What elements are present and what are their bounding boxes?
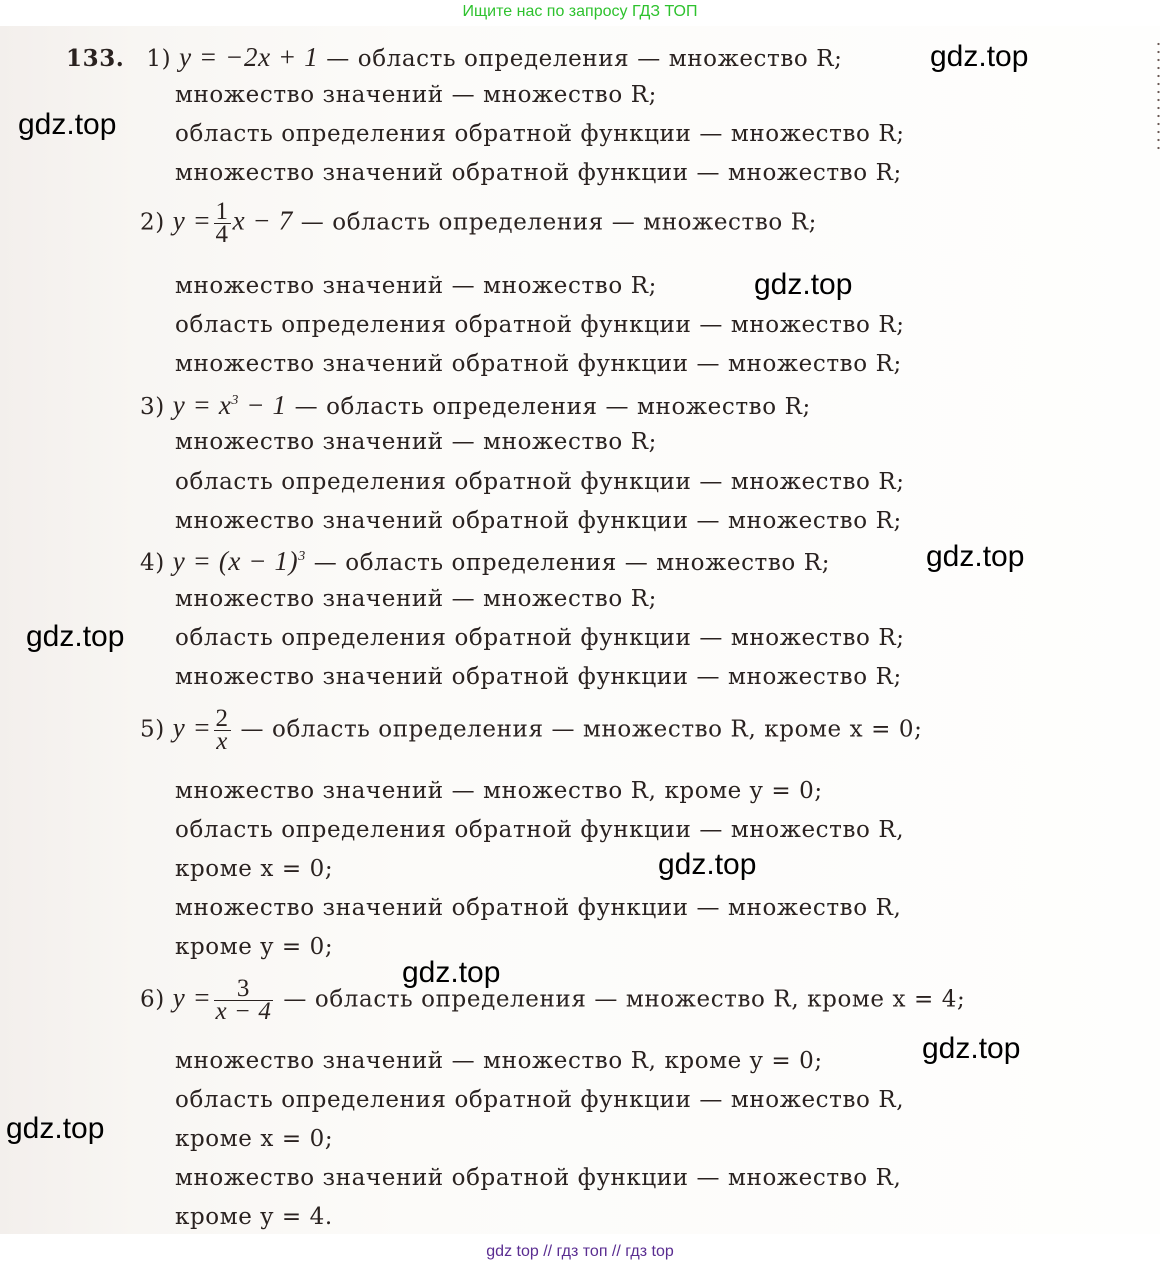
watermark: gdz.top — [922, 1032, 1021, 1065]
fraction: $\frac{2}{x}$ — [215, 705, 229, 755]
text-line: множество значений обратной функции — множество R; — [175, 160, 902, 186]
text-line: множество значений — множество R, кроме y = 0; — [175, 778, 823, 804]
text-line: множество значений обратной функции — множество R; — [175, 508, 902, 534]
text-line: — область определения — множество R, кроме x = 0; — [240, 716, 923, 743]
watermark: gdz.top — [26, 620, 125, 653]
watermark: gdz.top — [402, 956, 501, 989]
formula-lhs: y = — [172, 982, 212, 1013]
watermark: gdz.top — [658, 848, 757, 881]
text-line: кроме y = 0; — [175, 934, 334, 960]
text-line: область определения обратной функции — множество R; — [175, 312, 905, 338]
text-line: множество значений обратной функции — множество R, — [175, 1165, 902, 1191]
text-line: область определения обратной функции — множество R; — [175, 625, 905, 651]
text-line: кроме x = 0; — [175, 856, 334, 882]
text-line: множество значений обратной функции — множество R; — [175, 351, 902, 377]
text-line: кроме x = 0; — [175, 1126, 334, 1152]
text-line: множество значений — множество R, кроме y = 0; — [175, 1048, 823, 1074]
formula: y = −2x + 1 — [179, 42, 319, 72]
text-line: множество значений обратной функции — множество R, — [175, 895, 902, 921]
text-line: область определения обратной функции — множество R; — [175, 121, 905, 147]
watermark: gdz.top — [754, 268, 853, 301]
bottom-banner: gdz top // гдз топ // гдз top — [486, 1243, 674, 1260]
watermark: gdz.top — [18, 108, 117, 141]
top-banner: Ищите нас по запросу ГДЗ ТОП — [462, 3, 698, 20]
text-line: — область определения — множество R; — [313, 550, 831, 576]
formula-rhs: x − 7 — [232, 205, 293, 236]
text-line: — область определения — множество R; — [326, 46, 843, 72]
text-line: множество значений — множество R; — [175, 82, 657, 108]
item-6-header — [140, 975, 966, 1025]
text-line: область определения обратной функции — множество R; — [175, 469, 905, 495]
item-label: 1) — [146, 46, 172, 72]
watermark: gdz.top — [926, 540, 1025, 573]
text-line: — область определения — множество R, кроме x = 4; — [283, 986, 966, 1013]
text-line: область определения обратной функции — множество R, — [175, 1087, 905, 1113]
item-1-header — [66, 42, 843, 73]
item-label: 3) — [140, 394, 165, 420]
formula-lhs: y = — [172, 712, 212, 743]
item-label: 2) — [140, 209, 165, 236]
text-line: множество значений обратной функции — множество R; — [175, 664, 902, 690]
text-line: — область определения — множество R; — [294, 394, 811, 420]
watermark: gdz.top — [6, 1112, 105, 1145]
text-line: область определения обратной функции — множество R, — [175, 817, 905, 843]
text-line: множество значений — множество R; — [175, 429, 657, 455]
item-5-header — [140, 705, 923, 755]
item-label: 4) — [140, 550, 165, 576]
formula-lhs: y = — [172, 205, 212, 236]
item-label: 6) — [140, 986, 165, 1013]
item-4-header — [140, 546, 830, 577]
text-line: — область определения — множество R; — [300, 209, 818, 236]
text-line: множество значений — множество R; — [175, 586, 657, 612]
item-label: 5) — [140, 716, 165, 743]
fraction: $\frac{3}{x - 4}$ — [215, 975, 272, 1025]
text-line: кроме y = 4. — [175, 1204, 333, 1230]
text-line: множество значений — множество R; — [175, 273, 657, 299]
watermark: gdz.top — [930, 40, 1029, 73]
formula: $y = (x - 1)^3$ — [172, 546, 306, 576]
item-3-header — [140, 390, 811, 421]
formula: $y = x^3 - 1$ — [172, 390, 287, 420]
problem-number: 133. — [66, 45, 125, 72]
item-2-header — [140, 198, 818, 248]
fraction: $\frac{1}{4}$ — [215, 198, 229, 248]
